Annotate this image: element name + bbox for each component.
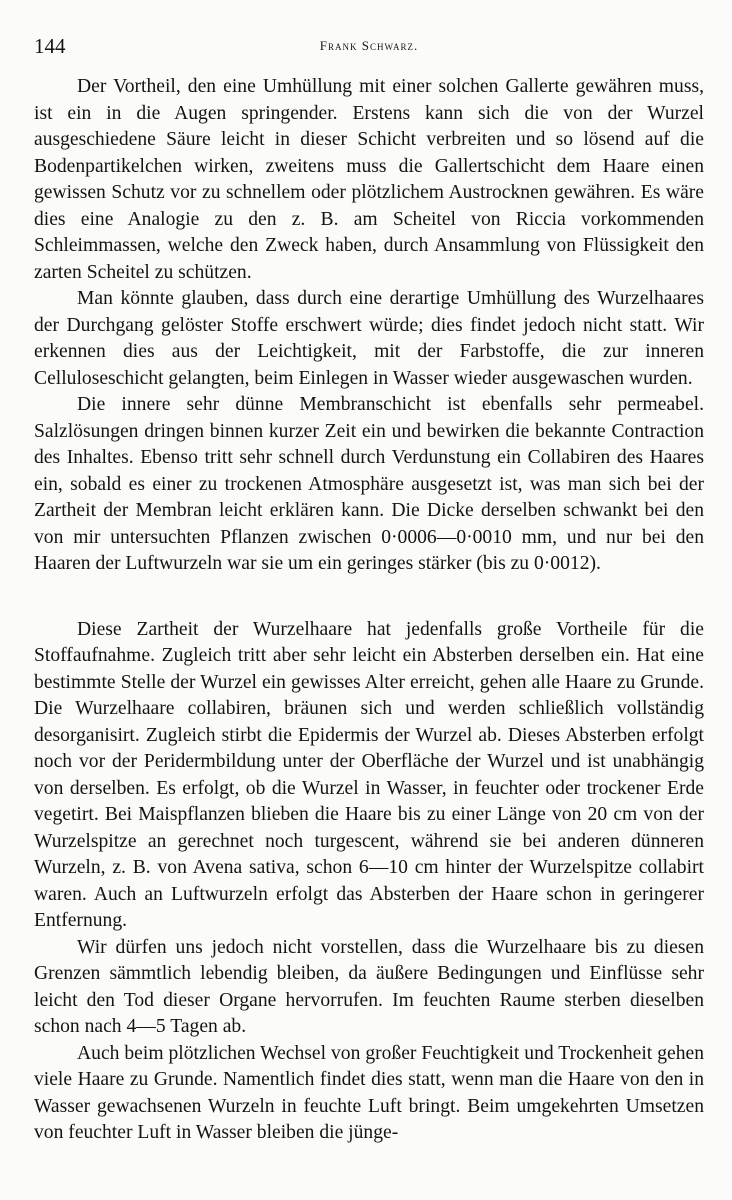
paragraph-2: Man könnte glauben, dass durch eine derartige Umhüllung des Wurzelhaares der Durchgang gelöster Stoffe erschwert würde; dies findet jedoch nicht statt. Wir erkennen dies aus der Leichtigkeit, mit der Farbstoffe, die zur inneren Celluloseschicht gelangten, beim Einlegen in Wasser wieder ausgewaschen wurden. [34,288,704,389]
running-head: Frank Schwarz. [319,38,419,53]
paragraph-5: Wir dürfen uns jedoch nicht vorstellen, dass die Wurzelhaare bis zu diesen Grenzen sämmtlich lebendig bleiben, da äußere Bedingungen und Einflüsse sehr leicht den Tod dieser Organe hervorrufen. Im feuchten Raume sterben dieselben schon nach 4—5 Tagen ab. [34,936,704,1037]
text-body [34,74,704,1147]
paragraph-4: Diese Zartheit der Wurzelhaare hat jedenfalls große Vortheile für die Stoffaufnahme. Zugleich tritt aber sehr leicht ein Absterben derselben ein. Hat eine bestimmte Stelle der Wurzel ein gewisses Alter erreicht, gehen alle Haare zu Grunde. Die Wurzelhaare collabiren, bräunen sich und werden schließlich vollständig desorganisirt. Zugleich stirbt die Epidermis der Wurzel ab. Dieses Absterben erfolgt noch vor der Peridermbildung unter der Oberfläche der Wurzel und ist unabhängig von derselben. Es erfolgt, ob die Wurzel in Wasser, in feuchter oder trockener Erde vegetirt. Bei Maispflanzen blieben die Haare bis zu einer Länge von 20 cm von der Wurzelspitze an gerechnet noch turgescent, während sie bei anderen dünneren Wurzeln, z. B. von Avena sativa, schon 6—10 cm hinter der Wurzelspitze collabirt waren. Auch an Luftwurzeln erfolgt das Absterben der Haare schon in geringerer Entfernung. [34,618,704,931]
paragraph-3: Die innere sehr dünne Membranschicht ist ebenfalls sehr permeabel. Salzlösungen dringen binnen kurzer Zeit ein und bewirken die bekannte Contraction des Inhaltes. Ebenso tritt sehr schnell durch Verdunstung ein Collabiren des Haares ein, sobald es einer zu trockenen Atmosphäre ausgesetzt ist, was man sich bei der Zartheit der Membran leicht erklären kann. Die Dicke derselben schwankt bei den von mir untersuchten Pflanzen zwischen 0·0006—0·0010 mm, und nur bei den Haaren der Luftwurzeln war sie um ein geringes stärker (bis zu 0·0012). [34,394,704,574]
page-header [34,34,704,64]
page-number: 144 [34,34,66,58]
paragraph-1: Der Vortheil, den eine Umhüllung mit einer solchen Gallerte gewähren muss, ist ein in die Augen springender. Erstens kann sich die von der Wurzel ausgeschiedene Säure leicht in dieser Schicht verbreiten und so lösend auf die Bodenpartikelchen wirken, zweitens muss die Gallertschicht dem Haare einen gewissen Schutz vor zu schnellem oder plötzlichem Austrocknen gewähren. Es wäre dies eine Analogie zu den z. B. am Scheitel von Riccia vorkommenden Schleimmassen, welche den Zweck haben, durch Ansammlung von Flüssigkeit den zarten Scheitel zu schützen. [34,76,704,283]
paragraph-6: Auch beim plötzlichen Wechsel von großer Feuchtigkeit und Trockenheit gehen viele Haare zu Grunde. Namentlich findet dies statt, wenn man die Haare von den in Wasser gewachsenen Wurzeln in feuchte Luft bringt. Beim umgekehrten Umsetzen von feuchter Luft in Wasser bleiben die jünge- [34,1042,704,1143]
